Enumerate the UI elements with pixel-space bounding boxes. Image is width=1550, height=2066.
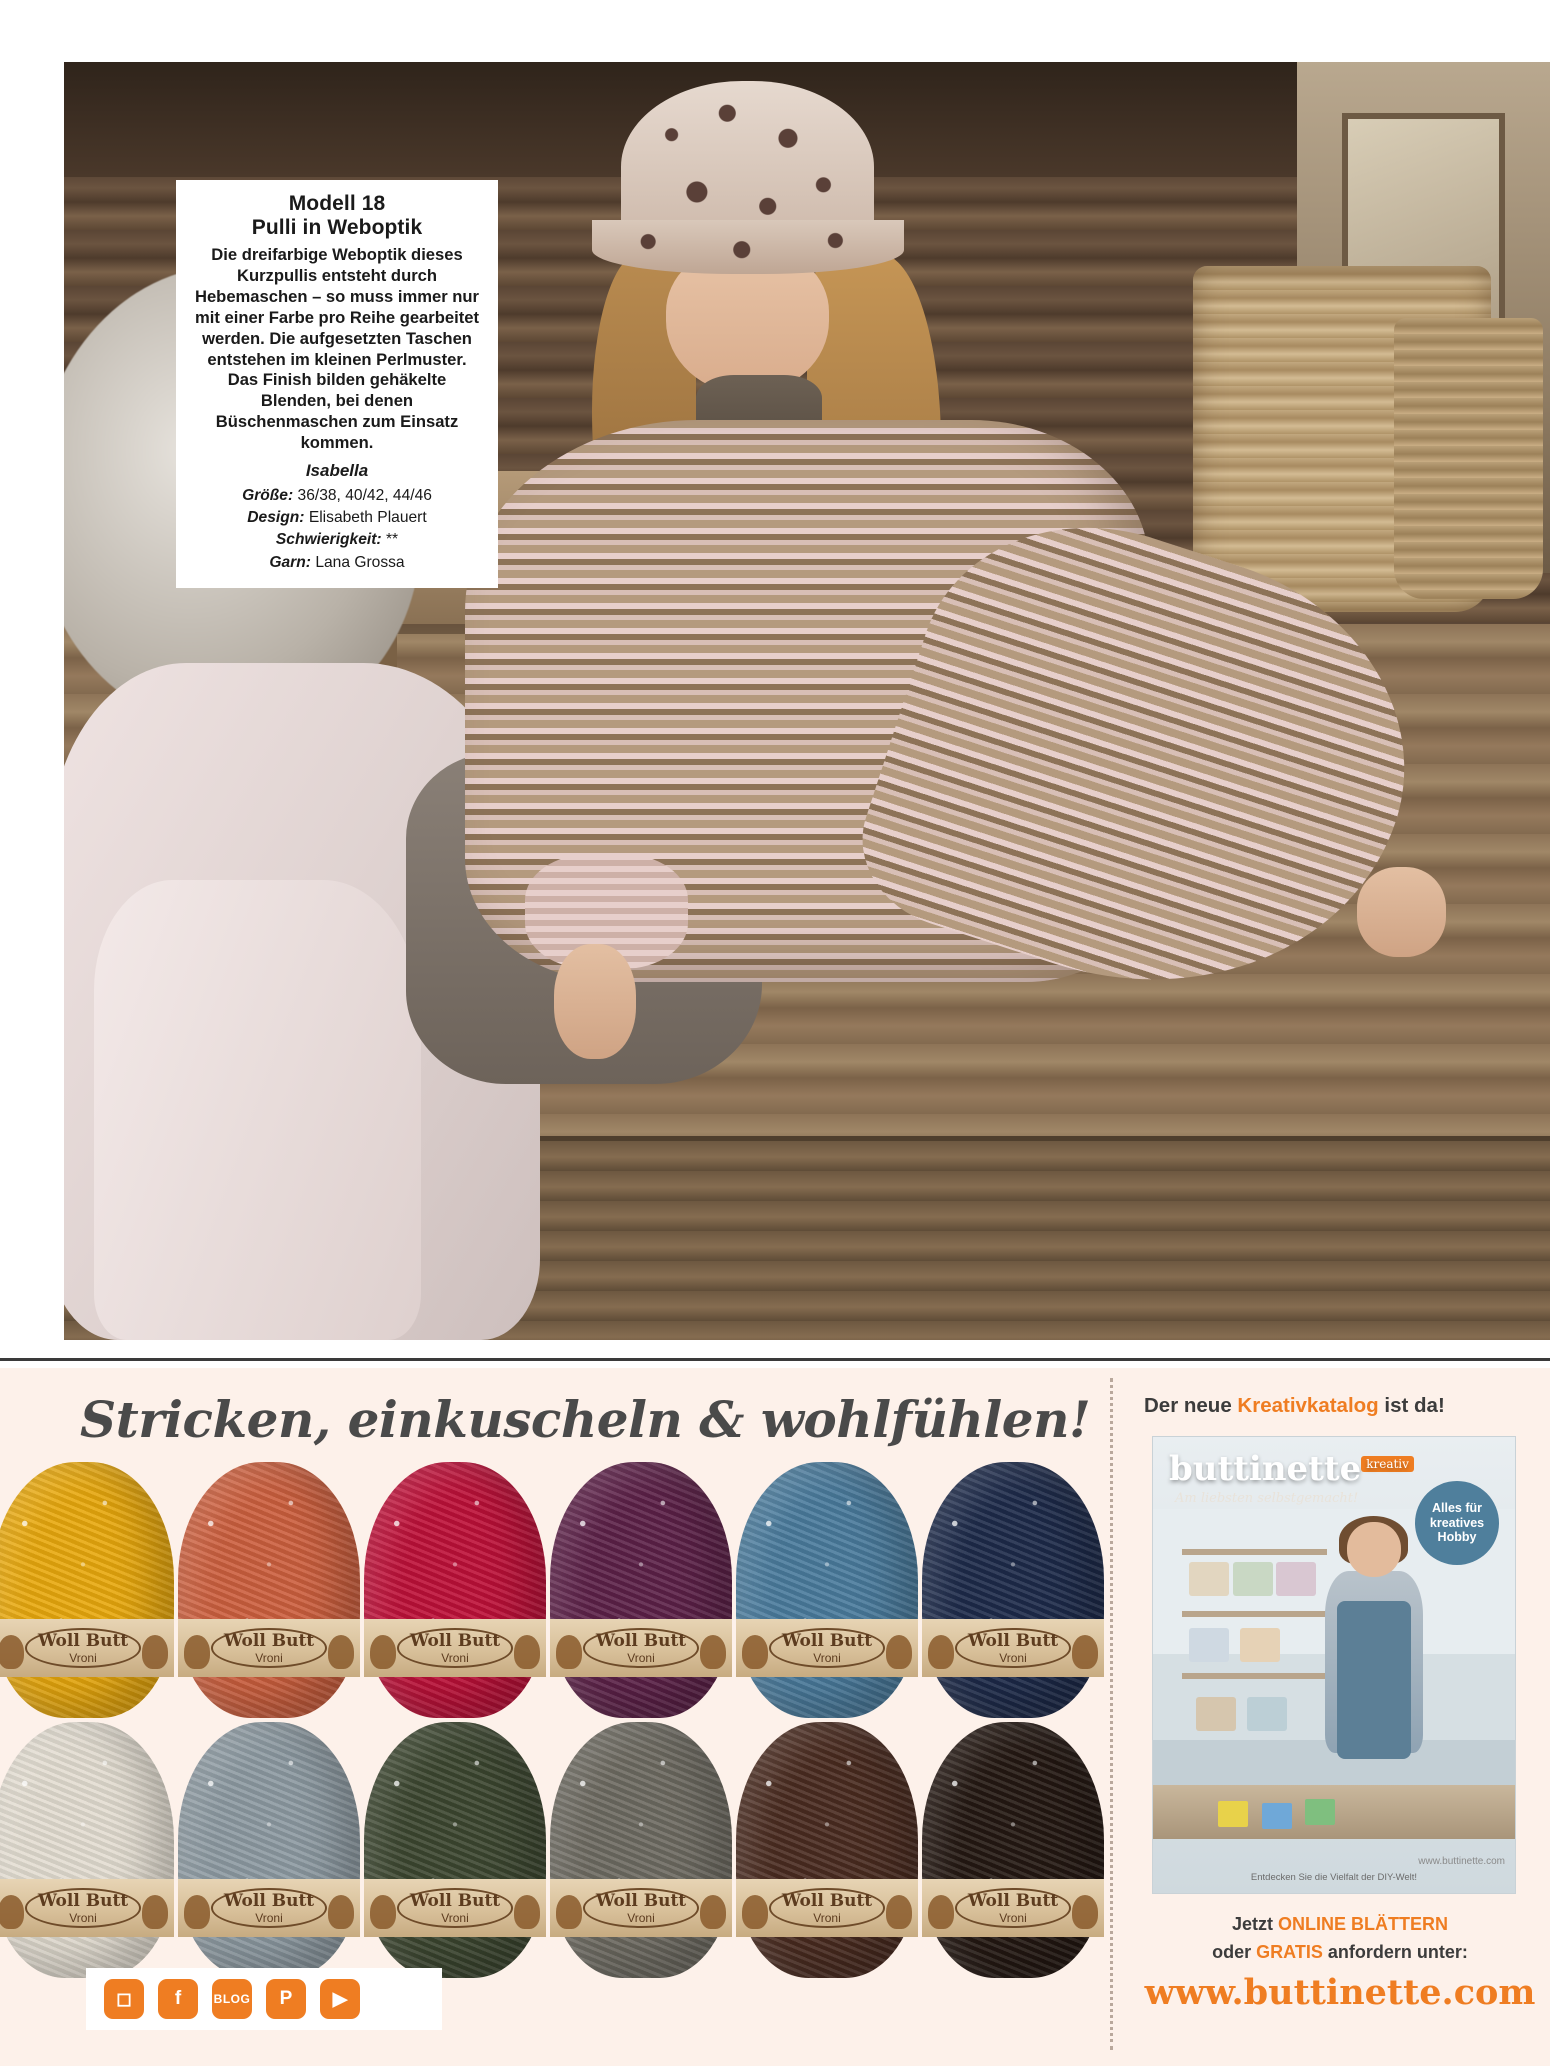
yarn-band (364, 1879, 546, 1937)
yarn-name: Vroni (627, 1650, 655, 1665)
squirrel-icon (370, 1895, 396, 1929)
yarn-band (0, 1619, 174, 1677)
yarn-brand: Woll Butt (223, 1630, 315, 1651)
yarn-band-label (211, 1628, 327, 1668)
yarn-ball[interactable] (178, 1722, 360, 1978)
youtube-icon[interactable]: ▶ (320, 1979, 360, 2019)
sticky-note (1305, 1799, 1335, 1825)
meta-row (192, 552, 482, 574)
yarn-name: Vroni (441, 1650, 469, 1665)
section-divider (0, 1358, 1550, 1361)
yarn-name: Vroni (627, 1910, 655, 1925)
yarn-band (364, 1619, 546, 1677)
squirrel-icon (928, 1895, 954, 1929)
model-caption-box (176, 180, 498, 588)
sticky-note (1218, 1801, 1248, 1827)
cta1-pre: Jetzt (1231, 1914, 1278, 1934)
yarn-brand: Woll Butt (967, 1890, 1059, 1911)
shelf-box (1240, 1628, 1280, 1662)
person-head (1347, 1522, 1401, 1577)
squirrel-icon (370, 1635, 396, 1669)
yarn-brand: Woll Butt (223, 1890, 315, 1911)
advertisement (0, 1368, 1550, 2066)
shelf-box (1196, 1697, 1236, 1731)
caption-meta (192, 485, 482, 574)
squirrel-icon (1072, 1635, 1098, 1669)
badge-line-2: kreatives (1429, 1515, 1485, 1530)
shelf-box (1276, 1562, 1316, 1596)
squirrel-icon (328, 1635, 354, 1669)
meta-value: ** (385, 531, 399, 549)
catalog-headline (1144, 1394, 1445, 1418)
squirrel-icon (0, 1895, 24, 1929)
squirrel-icon (556, 1895, 582, 1929)
yarn-brand: Woll Butt (781, 1890, 873, 1911)
hat-brim (592, 220, 904, 274)
yarn-ball[interactable] (736, 1462, 918, 1718)
yarn-band-label (955, 1888, 1071, 1928)
meta-value: Elisabeth Plauert (308, 509, 427, 527)
yarn-brand: Woll Butt (967, 1630, 1059, 1651)
yarn-brand: Woll Butt (781, 1630, 873, 1651)
yarn-ball[interactable] (178, 1462, 360, 1718)
catalog-cover-image[interactable] (1152, 1436, 1516, 1894)
squirrel-icon (142, 1635, 168, 1669)
yarn-name: Vroni (999, 1650, 1027, 1665)
squirrel-icon (742, 1895, 768, 1929)
cta2-post: anfordern unter: (1322, 1942, 1468, 1962)
catalog-cover-url: www.buttinette.com (1418, 1856, 1505, 1867)
social-links-bar (86, 1968, 442, 2030)
yarn-band-label (583, 1628, 699, 1668)
person-apron (1337, 1601, 1411, 1759)
yarn-band-label (25, 1628, 141, 1668)
ad-headline: Stricken, einkuscheln & wohlfühlen! (80, 1390, 1091, 1449)
blog-icon[interactable]: BLOG (212, 1979, 252, 2019)
meta-key: Schwierigkeit: (275, 531, 382, 549)
catalog-headline-post: ist da! (1378, 1394, 1445, 1417)
caption-model-title: Pulli in Weboptik (251, 215, 423, 239)
yarn-band (0, 1879, 174, 1937)
catalog-promo (1130, 1368, 1550, 2066)
cta2-accent: GRATIS (1256, 1942, 1323, 1962)
yarn-band (736, 1619, 918, 1677)
squirrel-icon (142, 1895, 168, 1929)
squirrel-icon (184, 1895, 210, 1929)
squirrel-icon (700, 1635, 726, 1669)
squirrel-icon (742, 1635, 768, 1669)
catalog-slogan: Am liebsten selbstgemacht! (1175, 1491, 1359, 1506)
dotted-separator (1110, 1378, 1113, 2050)
yarn-band-label (25, 1888, 141, 1928)
yarn-ball[interactable] (922, 1462, 1104, 1718)
yarn-band-label (397, 1628, 513, 1668)
shelf-box (1189, 1628, 1229, 1662)
yarn-brand: Woll Butt (409, 1890, 501, 1911)
instagram-icon[interactable]: ◻ (104, 1979, 144, 2019)
yarn-ball[interactable] (0, 1462, 174, 1718)
yarn-band-label (955, 1628, 1071, 1668)
yarn-brand: Woll Butt (595, 1630, 687, 1651)
yarn-band-label (397, 1888, 513, 1928)
yarn-band-label (583, 1888, 699, 1928)
yarn-band (178, 1619, 360, 1677)
yarn-ball-grid (0, 1460, 1106, 1980)
yarn-name: Vroni (813, 1650, 841, 1665)
facebook-icon[interactable]: f (158, 1979, 198, 2019)
yarn-ball[interactable] (736, 1722, 918, 1978)
trousers-leg (94, 880, 421, 1340)
squirrel-icon (328, 1895, 354, 1929)
catalog-cover-caption: Entdecken Sie die Vielfalt der DIY-Welt! (1250, 1872, 1418, 1883)
meta-value: Lana Grossa (315, 553, 405, 571)
yarn-band (550, 1879, 732, 1937)
squirrel-icon (514, 1635, 540, 1669)
hand-right (1357, 867, 1446, 956)
caption-description: Die dreifarbige Weboptik dieses Kurzpullis entsteht durch Hebemaschen – so muss immer nur mit einer Farbe pro Reihe gearbeitet werden. Die aufgesetzten Taschen entstehen im kleinen Perlmuster. Das Finish bilden gehäkelte Blenden, bei denen Büschenmaschen zum Einsatz kommen. (194, 245, 480, 453)
yarn-name: Vroni (813, 1910, 841, 1925)
yarn-band (922, 1619, 1104, 1677)
meta-row (192, 507, 482, 529)
squirrel-icon (928, 1635, 954, 1669)
yarn-name: Vroni (441, 1910, 469, 1925)
catalog-website-link[interactable]: www.buttinette.com (1144, 1972, 1536, 2013)
yarn-name: Vroni (69, 1650, 97, 1665)
catalog-headline-pre: Der neue (1144, 1394, 1238, 1417)
yarn-band-label (769, 1628, 885, 1668)
shelf-box (1247, 1697, 1287, 1731)
yarn-brand: Woll Butt (37, 1890, 129, 1911)
yarn-ball[interactable] (922, 1722, 1104, 1978)
sticky-note (1262, 1803, 1292, 1829)
yarn-name: Vroni (69, 1910, 97, 1925)
yarn-band-label (769, 1888, 885, 1928)
squirrel-icon (1072, 1895, 1098, 1929)
yarn-band (922, 1879, 1104, 1937)
yarn-name: Vroni (255, 1910, 283, 1925)
shelf-box (1189, 1562, 1229, 1596)
catalog-logo-text: buttinette (1169, 1449, 1362, 1489)
cta1-accent: ONLINE BLÄTTERN (1278, 1914, 1448, 1934)
catalog-logo-tag: kreativ (1361, 1456, 1414, 1472)
yarn-name: Vroni (999, 1910, 1027, 1925)
yarn-ball[interactable] (364, 1722, 546, 1978)
caption-model-number: Modell 18 (288, 192, 386, 215)
squirrel-icon (0, 1635, 24, 1669)
cta2-pre: oder (1212, 1942, 1257, 1962)
meta-key: Größe: (242, 487, 294, 505)
meta-value: 36/38, 40/42, 44/46 (297, 487, 432, 505)
yarn-band-label (211, 1888, 327, 1928)
yarn-ball[interactable] (550, 1462, 732, 1718)
badge-line-3: Hobby (1437, 1530, 1477, 1545)
catalog-logo (1169, 1449, 1414, 1489)
yarn-brand: Woll Butt (595, 1890, 687, 1911)
meta-row (192, 485, 482, 507)
squirrel-icon (556, 1635, 582, 1669)
yarn-ball[interactable] (0, 1722, 174, 1978)
catalog-cta-line-2 (1130, 1942, 1550, 1963)
meta-row (192, 529, 482, 551)
squirrel-icon (184, 1635, 210, 1669)
editorial-photo (64, 62, 1550, 1340)
meta-key: Design: (247, 509, 305, 527)
squirrel-icon (700, 1895, 726, 1929)
yarn-band (736, 1879, 918, 1937)
yarn-ball[interactable] (550, 1722, 732, 1978)
shelf-box (1233, 1562, 1273, 1596)
hand-left (554, 944, 636, 1059)
badge-line-1: Alles für (1431, 1500, 1482, 1515)
yarn-ball[interactable] (364, 1462, 546, 1718)
yarn-name: Vroni (255, 1650, 283, 1665)
squirrel-icon (514, 1895, 540, 1929)
pinterest-icon[interactable]: P (266, 1979, 306, 2019)
yarn-band (178, 1879, 360, 1937)
catalog-badge (1415, 1481, 1499, 1565)
meta-key: Garn: (269, 553, 311, 571)
yarn-band (550, 1619, 732, 1677)
catalog-headline-accent: Kreativkatalog (1237, 1394, 1379, 1417)
yarn-brand: Woll Butt (409, 1630, 501, 1651)
shelf (1182, 1549, 1327, 1555)
catalog-cta-line-1 (1130, 1914, 1550, 1935)
catalog-cover-person (1312, 1522, 1435, 1826)
squirrel-icon (886, 1635, 912, 1669)
yarn-brand: Woll Butt (37, 1630, 129, 1651)
caption-model-name: Isabella (305, 461, 369, 481)
squirrel-icon (886, 1895, 912, 1929)
